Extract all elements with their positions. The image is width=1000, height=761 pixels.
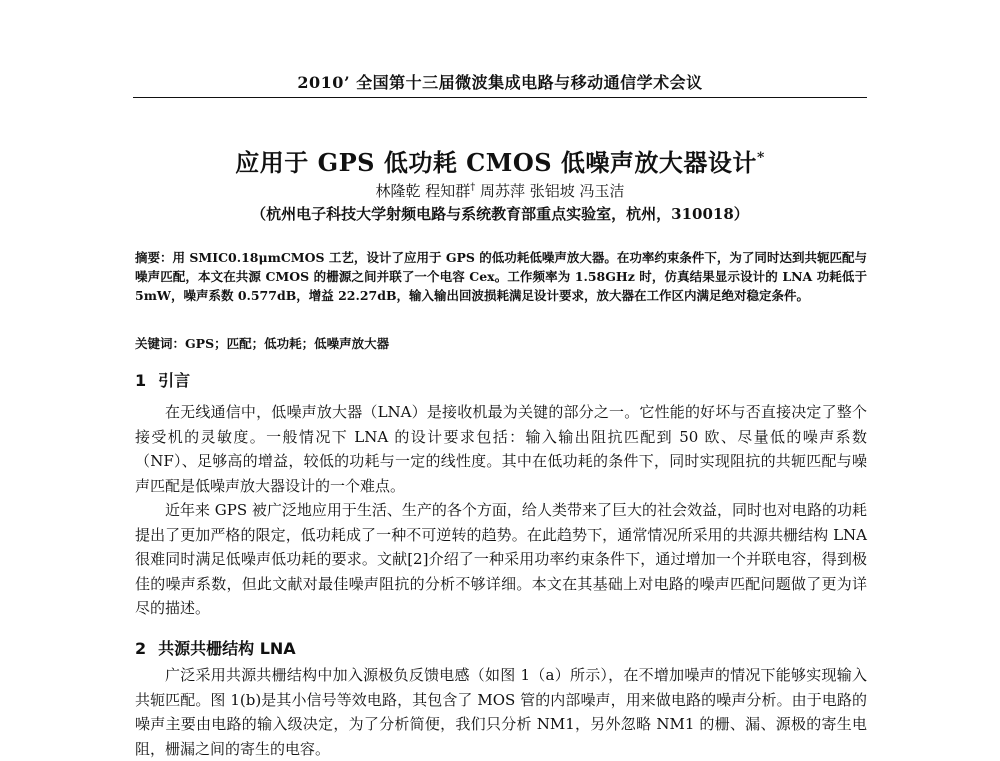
affiliation: （杭州电子科技大学射频电路与系统教育部重点实验室，杭州，310018）: [251, 205, 749, 223]
paragraph: 近年来 GPS 被广泛地应用于生活、生产的各个方面，给人类带来了巨大的社会效益，同时也对电路的功耗提出了更加严格的限定，低功耗成了一种不可逆转的趋势。在此趋势下，通常情况所采用的共源共栅结构 LNA 很难同时满足低噪声低功耗的要求。文献[2]介绍了一种采用功率约束条件下，通过增加一个并联电容，得到极佳的噪声系数，但此文献对最佳噪声阻抗的分析不够详细。本文在其基础上对电路的噪声匹配问题做了更为详尽的描述。: [135, 501, 867, 617]
section-number: 2: [135, 639, 147, 658]
running-head: 2010’ 全国第十三届微波集成电路与移动通信学术会议: [297, 73, 703, 92]
paragraph: 广泛采用共源共栅结构中加入源极负反馈电感（如图 1（a）所示），在不增加噪声的情况下能够实现输入共轭匹配。图 1(b)是其小信号等效电路，其包含了 MOS 管的内部噪声，用来做电路的噪声分析。由于电路的噪声主要由电路的输入级决定，为了分析简便，我们只分析 NM1，另外忽略 NM1 的栅、漏、源极的寄生电阻，栅漏之间的寄生的电容。: [135, 666, 867, 758]
section-title: 共源共栅结构 LNA: [158, 639, 296, 658]
authors-rest: 周苏萍 张铝坡 冯玉洁: [475, 182, 625, 200]
paper-title: [135, 143, 865, 178]
abstract: [135, 248, 867, 305]
section-number: 1: [135, 371, 147, 390]
title-footnote-mark: *: [756, 150, 765, 166]
author-line: [135, 180, 865, 201]
keywords: 关键词：GPS；匹配；低功耗；低噪声放大器: [135, 336, 390, 351]
section-heading-intro: [135, 368, 867, 391]
corresponding-mark: †: [470, 182, 476, 193]
paragraph: 在无线通信中，低噪声放大器（LNA）是接收机最为关键的部分之一。它性能的好坏与否直接决定了整个接受机的灵敏度。一般情况下 LNA 的设计要求包括：输入输出阻抗匹配到 50 欧、尽量低的噪声系数（NF）、足够高的增益，较低的功耗与一定的线性度。其中在低功耗的条件下，同时实现阻抗的共轭匹配与噪声匹配是低噪声放大器设计的一个难点。: [135, 403, 867, 495]
section-body-cascode: [135, 663, 867, 761]
authors-first: 林隆乾 程知群: [375, 182, 471, 200]
abstract-text: 摘要：用 SMIC0.18μmCMOS 工艺，设计了应用于 GPS 的低功耗低噪声放大器。在功率约束条件下，为了同时达到共轭匹配与噪声匹配，本文在共源 CMOS 的栅源之间并联了一个电容 Cex。工作频率为 1.58GHz 时，仿真结果显示设计的 LNA 功耗低于 5mW，噪声系数 0.577dB，增益 22.27dB，输入输出回波损耗满足设计要求，放大器在工作区内满足绝对稳定条件。: [135, 250, 867, 303]
header-rule: [133, 97, 867, 98]
section-title: 引言: [158, 371, 191, 390]
section-heading-cascode: [135, 636, 867, 659]
paper-title-text: 应用于 GPS 低功耗 CMOS 低噪声放大器设计: [235, 148, 757, 177]
section-body-intro: [135, 400, 867, 621]
